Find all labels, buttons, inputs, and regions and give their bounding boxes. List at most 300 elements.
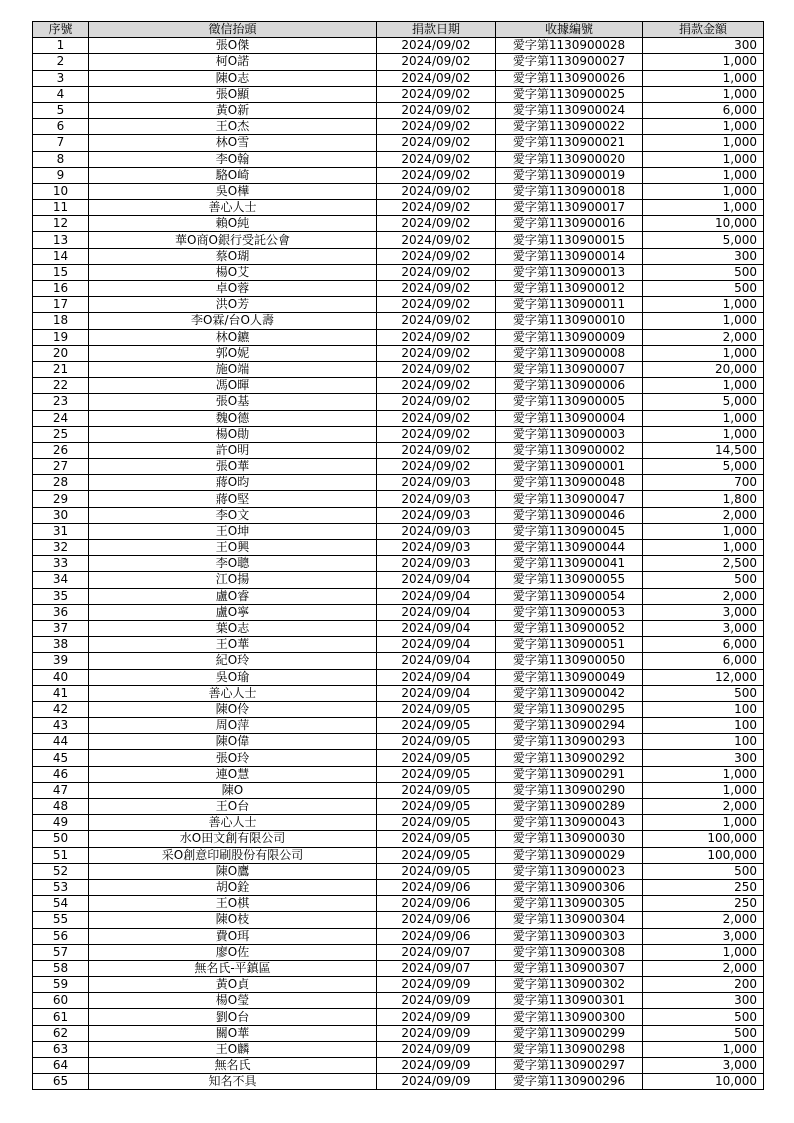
- amount-cell: 1,000: [643, 944, 764, 960]
- table-row: [33, 426, 764, 442]
- table-row: [33, 135, 764, 151]
- donor-cell: 張O華: [89, 459, 377, 475]
- amount-cell: 6,000: [643, 637, 764, 653]
- donor-cell: 周O萍: [89, 718, 377, 734]
- donor-cell: 吳O樺: [89, 183, 377, 199]
- amount-cell: 500: [643, 281, 764, 297]
- amount-cell: 2,000: [643, 912, 764, 928]
- receipt-cell: 愛字第1130900299: [496, 1025, 643, 1041]
- amount-cell: 1,000: [643, 766, 764, 782]
- seq-cell: 42: [33, 701, 89, 717]
- amount-cell: 3,000: [643, 928, 764, 944]
- amount-cell: 1,000: [643, 1041, 764, 1057]
- amount-cell: 1,000: [643, 86, 764, 102]
- amount-cell: 1,000: [643, 313, 764, 329]
- date-cell: 2024/09/04: [377, 669, 496, 685]
- donor-cell: 廖O佐: [89, 944, 377, 960]
- seq-cell: 5: [33, 102, 89, 118]
- seq-cell: 10: [33, 183, 89, 199]
- seq-cell: 4: [33, 86, 89, 102]
- table-row: [33, 281, 764, 297]
- amount-cell: 500: [643, 572, 764, 588]
- receipt-cell: 愛字第1130900291: [496, 766, 643, 782]
- receipt-cell: 愛字第1130900051: [496, 637, 643, 653]
- date-cell: 2024/09/02: [377, 135, 496, 151]
- amount-cell: 1,000: [643, 200, 764, 216]
- amount-cell: 2,500: [643, 556, 764, 572]
- table-row: [33, 216, 764, 232]
- table-row: [33, 637, 764, 653]
- receipt-cell: 愛字第1130900027: [496, 54, 643, 70]
- date-cell: 2024/09/03: [377, 475, 496, 491]
- donor-cell: 卓O蓉: [89, 281, 377, 297]
- amount-cell: 20,000: [643, 361, 764, 377]
- donor-cell: 魏O德: [89, 410, 377, 426]
- amount-cell: 1,000: [643, 523, 764, 539]
- donor-cell: 李O文: [89, 507, 377, 523]
- donor-cell: 李O翰: [89, 151, 377, 167]
- amount-cell: 100: [643, 701, 764, 717]
- seq-cell: 15: [33, 264, 89, 280]
- amount-cell: 5,000: [643, 459, 764, 475]
- donor-cell: 林O雪: [89, 135, 377, 151]
- seq-cell: 49: [33, 815, 89, 831]
- donor-cell: 郭O妮: [89, 345, 377, 361]
- table-row: [33, 701, 764, 717]
- seq-cell: 8: [33, 151, 89, 167]
- receipt-cell: 愛字第1130900293: [496, 734, 643, 750]
- donor-cell: 張O顯: [89, 86, 377, 102]
- receipt-cell: 愛字第1130900013: [496, 264, 643, 280]
- date-cell: 2024/09/09: [377, 1074, 496, 1090]
- donor-cell: 劉O台: [89, 1009, 377, 1025]
- header-seq: 序號: [33, 22, 89, 38]
- receipt-cell: 愛字第1130900290: [496, 782, 643, 798]
- receipt-cell: 愛字第1130900292: [496, 750, 643, 766]
- receipt-cell: 愛字第1130900052: [496, 620, 643, 636]
- amount-cell: 10,000: [643, 216, 764, 232]
- table-row: [33, 960, 764, 976]
- donor-cell: 馮O暉: [89, 378, 377, 394]
- amount-cell: 1,000: [643, 70, 764, 86]
- amount-cell: 12,000: [643, 669, 764, 685]
- seq-cell: 57: [33, 944, 89, 960]
- receipt-cell: 愛字第1130900289: [496, 799, 643, 815]
- date-cell: 2024/09/02: [377, 70, 496, 86]
- table-row: [33, 119, 764, 135]
- date-cell: 2024/09/03: [377, 523, 496, 539]
- amount-cell: 10,000: [643, 1074, 764, 1090]
- table-row: [33, 410, 764, 426]
- date-cell: 2024/09/02: [377, 426, 496, 442]
- amount-cell: 1,000: [643, 782, 764, 798]
- date-cell: 2024/09/09: [377, 1058, 496, 1074]
- amount-cell: 2,000: [643, 799, 764, 815]
- receipt-cell: 愛字第1130900002: [496, 442, 643, 458]
- table-row: [33, 588, 764, 604]
- table-row: [33, 1058, 764, 1074]
- receipt-cell: 愛字第1130900297: [496, 1058, 643, 1074]
- donor-cell: 駱O崎: [89, 167, 377, 183]
- amount-cell: 6,000: [643, 102, 764, 118]
- seq-cell: 58: [33, 960, 89, 976]
- date-cell: 2024/09/02: [377, 345, 496, 361]
- donor-cell: 王O棋: [89, 896, 377, 912]
- receipt-cell: 愛字第1130900050: [496, 653, 643, 669]
- table-row: [33, 718, 764, 734]
- table-row: [33, 540, 764, 556]
- donor-cell: 江O揚: [89, 572, 377, 588]
- date-cell: 2024/09/02: [377, 151, 496, 167]
- seq-cell: 56: [33, 928, 89, 944]
- receipt-cell: 愛字第1130900011: [496, 297, 643, 313]
- amount-cell: 5,000: [643, 232, 764, 248]
- date-cell: 2024/09/05: [377, 766, 496, 782]
- donor-cell: 陳O偉: [89, 734, 377, 750]
- seq-cell: 3: [33, 70, 89, 86]
- receipt-cell: 愛字第1130900017: [496, 200, 643, 216]
- date-cell: 2024/09/02: [377, 281, 496, 297]
- amount-cell: 250: [643, 896, 764, 912]
- table-row: [33, 572, 764, 588]
- date-cell: 2024/09/02: [377, 313, 496, 329]
- table-row: [33, 782, 764, 798]
- donor-cell: 李O霖/台O人壽: [89, 313, 377, 329]
- amount-cell: 500: [643, 264, 764, 280]
- date-cell: 2024/09/02: [377, 102, 496, 118]
- table-row: [33, 491, 764, 507]
- receipt-cell: 愛字第1130900004: [496, 410, 643, 426]
- seq-cell: 23: [33, 394, 89, 410]
- date-cell: 2024/09/05: [377, 701, 496, 717]
- date-cell: 2024/09/03: [377, 556, 496, 572]
- seq-cell: 43: [33, 718, 89, 734]
- receipt-cell: 愛字第1130900005: [496, 394, 643, 410]
- amount-cell: 2,000: [643, 960, 764, 976]
- amount-cell: 1,000: [643, 297, 764, 313]
- donor-cell: 關O華: [89, 1025, 377, 1041]
- amount-cell: 700: [643, 475, 764, 491]
- receipt-cell: 愛字第1130900014: [496, 248, 643, 264]
- receipt-cell: 愛字第1130900041: [496, 556, 643, 572]
- seq-cell: 7: [33, 135, 89, 151]
- seq-cell: 34: [33, 572, 89, 588]
- amount-cell: 1,000: [643, 54, 764, 70]
- seq-cell: 6: [33, 119, 89, 135]
- receipt-cell: 愛字第1130900028: [496, 38, 643, 54]
- donor-cell: 盧O寧: [89, 604, 377, 620]
- table-row: [33, 1009, 764, 1025]
- receipt-cell: 愛字第1130900018: [496, 183, 643, 199]
- amount-cell: 1,000: [643, 410, 764, 426]
- table-row: [33, 815, 764, 831]
- amount-cell: 300: [643, 38, 764, 54]
- table-row: [33, 944, 764, 960]
- seq-cell: 37: [33, 620, 89, 636]
- table-row: [33, 361, 764, 377]
- table-row: [33, 879, 764, 895]
- amount-cell: 1,800: [643, 491, 764, 507]
- receipt-cell: 愛字第1130900306: [496, 879, 643, 895]
- date-cell: 2024/09/06: [377, 896, 496, 912]
- date-cell: 2024/09/02: [377, 442, 496, 458]
- amount-cell: 3,000: [643, 1058, 764, 1074]
- seq-cell: 25: [33, 426, 89, 442]
- date-cell: 2024/09/02: [377, 264, 496, 280]
- receipt-cell: 愛字第1130900003: [496, 426, 643, 442]
- donor-cell: 善心人士: [89, 200, 377, 216]
- date-cell: 2024/09/06: [377, 912, 496, 928]
- donor-cell: 陳O志: [89, 70, 377, 86]
- date-cell: 2024/09/02: [377, 378, 496, 394]
- receipt-cell: 愛字第1130900305: [496, 896, 643, 912]
- table-row: [33, 459, 764, 475]
- seq-cell: 40: [33, 669, 89, 685]
- table-row: [33, 556, 764, 572]
- amount-cell: 6,000: [643, 653, 764, 669]
- donor-cell: 費O珥: [89, 928, 377, 944]
- donor-cell: 王O興: [89, 540, 377, 556]
- donor-cell: 施O端: [89, 361, 377, 377]
- amount-cell: 2,000: [643, 507, 764, 523]
- amount-cell: 100: [643, 718, 764, 734]
- receipt-cell: 愛字第1130900294: [496, 718, 643, 734]
- date-cell: 2024/09/06: [377, 928, 496, 944]
- date-cell: 2024/09/05: [377, 815, 496, 831]
- receipt-cell: 愛字第1130900022: [496, 119, 643, 135]
- seq-cell: 65: [33, 1074, 89, 1090]
- seq-cell: 50: [33, 831, 89, 847]
- receipt-cell: 愛字第1130900304: [496, 912, 643, 928]
- amount-cell: 14,500: [643, 442, 764, 458]
- date-cell: 2024/09/05: [377, 831, 496, 847]
- date-cell: 2024/09/02: [377, 216, 496, 232]
- seq-cell: 33: [33, 556, 89, 572]
- donor-cell: 連O慧: [89, 766, 377, 782]
- amount-cell: 1,000: [643, 426, 764, 442]
- seq-cell: 26: [33, 442, 89, 458]
- date-cell: 2024/09/04: [377, 572, 496, 588]
- donor-cell: 張O玲: [89, 750, 377, 766]
- seq-cell: 38: [33, 637, 89, 653]
- receipt-cell: 愛字第1130900048: [496, 475, 643, 491]
- seq-cell: 18: [33, 313, 89, 329]
- amount-cell: 100,000: [643, 831, 764, 847]
- receipt-cell: 愛字第1130900054: [496, 588, 643, 604]
- table-row: [33, 977, 764, 993]
- seq-cell: 44: [33, 734, 89, 750]
- donor-cell: 洪O芳: [89, 297, 377, 313]
- seq-cell: 21: [33, 361, 89, 377]
- date-cell: 2024/09/02: [377, 167, 496, 183]
- seq-cell: 32: [33, 540, 89, 556]
- seq-cell: 53: [33, 879, 89, 895]
- donor-cell: 陳O: [89, 782, 377, 798]
- seq-cell: 52: [33, 863, 89, 879]
- receipt-cell: 愛字第1130900049: [496, 669, 643, 685]
- date-cell: 2024/09/02: [377, 361, 496, 377]
- date-cell: 2024/09/09: [377, 1041, 496, 1057]
- donor-cell: 王O杰: [89, 119, 377, 135]
- amount-cell: 3,000: [643, 620, 764, 636]
- table-row: [33, 394, 764, 410]
- seq-cell: 16: [33, 281, 89, 297]
- donor-cell: 楊O勛: [89, 426, 377, 442]
- receipt-cell: 愛字第1130900055: [496, 572, 643, 588]
- donor-cell: 柯O諾: [89, 54, 377, 70]
- receipt-cell: 愛字第1130900021: [496, 135, 643, 151]
- amount-cell: 500: [643, 1009, 764, 1025]
- donor-cell: 許O明: [89, 442, 377, 458]
- date-cell: 2024/09/02: [377, 119, 496, 135]
- date-cell: 2024/09/04: [377, 604, 496, 620]
- receipt-cell: 愛字第1130900307: [496, 960, 643, 976]
- table-row: [33, 750, 764, 766]
- table-row: [33, 831, 764, 847]
- date-cell: 2024/09/05: [377, 799, 496, 815]
- amount-cell: 500: [643, 685, 764, 701]
- seq-cell: 9: [33, 167, 89, 183]
- seq-cell: 47: [33, 782, 89, 798]
- donor-cell: 采O創意印刷股份有限公司: [89, 847, 377, 863]
- donor-cell: 王O麟: [89, 1041, 377, 1057]
- table-row: [33, 232, 764, 248]
- receipt-cell: 愛字第1130900042: [496, 685, 643, 701]
- seq-cell: 1: [33, 38, 89, 54]
- date-cell: 2024/09/03: [377, 507, 496, 523]
- table-row: [33, 928, 764, 944]
- donor-cell: 黃O貞: [89, 977, 377, 993]
- seq-cell: 19: [33, 329, 89, 345]
- receipt-cell: 愛字第1130900001: [496, 459, 643, 475]
- seq-cell: 2: [33, 54, 89, 70]
- donor-cell: 王O華: [89, 637, 377, 653]
- donor-cell: 黃O新: [89, 102, 377, 118]
- date-cell: 2024/09/04: [377, 637, 496, 653]
- date-cell: 2024/09/04: [377, 685, 496, 701]
- receipt-cell: 愛字第1130900045: [496, 523, 643, 539]
- date-cell: 2024/09/02: [377, 200, 496, 216]
- seq-cell: 59: [33, 977, 89, 993]
- table-row: [33, 896, 764, 912]
- table-row: [33, 102, 764, 118]
- seq-cell: 62: [33, 1025, 89, 1041]
- date-cell: 2024/09/05: [377, 750, 496, 766]
- donor-cell: 善心人士: [89, 685, 377, 701]
- amount-cell: 1,000: [643, 151, 764, 167]
- date-cell: 2024/09/02: [377, 183, 496, 199]
- table-row: [33, 200, 764, 216]
- date-cell: 2024/09/02: [377, 54, 496, 70]
- table-row: [33, 345, 764, 361]
- receipt-cell: 愛字第1130900029: [496, 847, 643, 863]
- receipt-cell: 愛字第1130900295: [496, 701, 643, 717]
- table-row: [33, 329, 764, 345]
- seq-cell: 36: [33, 604, 89, 620]
- amount-cell: 2,000: [643, 329, 764, 345]
- donor-cell: 水O田文創有限公司: [89, 831, 377, 847]
- donor-cell: 陳O鷹: [89, 863, 377, 879]
- date-cell: 2024/09/09: [377, 977, 496, 993]
- date-cell: 2024/09/02: [377, 86, 496, 102]
- table-row: [33, 766, 764, 782]
- receipt-cell: 愛字第1130900047: [496, 491, 643, 507]
- donor-cell: 楊O瑩: [89, 993, 377, 1009]
- receipt-cell: 愛字第1130900010: [496, 313, 643, 329]
- seq-cell: 45: [33, 750, 89, 766]
- amount-cell: 1,000: [643, 135, 764, 151]
- donor-cell: 張O基: [89, 394, 377, 410]
- donor-cell: 善心人士: [89, 815, 377, 831]
- donor-cell: 葉O志: [89, 620, 377, 636]
- table-row: [33, 799, 764, 815]
- date-cell: 2024/09/02: [377, 248, 496, 264]
- seq-cell: 13: [33, 232, 89, 248]
- receipt-cell: 愛字第1130900019: [496, 167, 643, 183]
- amount-cell: 100,000: [643, 847, 764, 863]
- receipt-cell: 愛字第1130900025: [496, 86, 643, 102]
- donor-cell: 李O聰: [89, 556, 377, 572]
- amount-cell: 300: [643, 750, 764, 766]
- table-row: [33, 1074, 764, 1090]
- date-cell: 2024/09/03: [377, 491, 496, 507]
- table-row: [33, 653, 764, 669]
- receipt-cell: 愛字第1130900046: [496, 507, 643, 523]
- header-row: [33, 22, 764, 38]
- donor-cell: 盧O睿: [89, 588, 377, 604]
- amount-cell: 100: [643, 734, 764, 750]
- table-row: [33, 912, 764, 928]
- donor-cell: 張O傑: [89, 38, 377, 54]
- donor-cell: 紀O玲: [89, 653, 377, 669]
- donor-cell: 蔣O昀: [89, 475, 377, 491]
- table-row: [33, 604, 764, 620]
- donor-cell: 無名氏: [89, 1058, 377, 1074]
- receipt-cell: 愛字第1130900044: [496, 540, 643, 556]
- date-cell: 2024/09/09: [377, 1025, 496, 1041]
- amount-cell: 1,000: [643, 167, 764, 183]
- amount-cell: 5,000: [643, 394, 764, 410]
- date-cell: 2024/09/02: [377, 394, 496, 410]
- receipt-cell: 愛字第1130900008: [496, 345, 643, 361]
- date-cell: 2024/09/06: [377, 879, 496, 895]
- receipt-cell: 愛字第1130900024: [496, 102, 643, 118]
- seq-cell: 41: [33, 685, 89, 701]
- header-amount: 捐款金額: [643, 22, 764, 38]
- date-cell: 2024/09/05: [377, 718, 496, 734]
- amount-cell: 2,000: [643, 588, 764, 604]
- donor-cell: 蔡O瑚: [89, 248, 377, 264]
- donor-cell: 吳O瑜: [89, 669, 377, 685]
- amount-cell: 1,000: [643, 378, 764, 394]
- amount-cell: 1,000: [643, 119, 764, 135]
- receipt-cell: 愛字第1130900043: [496, 815, 643, 831]
- date-cell: 2024/09/02: [377, 232, 496, 248]
- amount-cell: 300: [643, 993, 764, 1009]
- table-row: [33, 54, 764, 70]
- date-cell: 2024/09/03: [377, 540, 496, 556]
- table-row: [33, 1025, 764, 1041]
- seq-cell: 30: [33, 507, 89, 523]
- table-row: [33, 378, 764, 394]
- date-cell: 2024/09/05: [377, 847, 496, 863]
- donor-cell: 王O台: [89, 799, 377, 815]
- table-row: [33, 167, 764, 183]
- seq-cell: 54: [33, 896, 89, 912]
- table-row: [33, 1041, 764, 1057]
- table-row: [33, 507, 764, 523]
- seq-cell: 55: [33, 912, 89, 928]
